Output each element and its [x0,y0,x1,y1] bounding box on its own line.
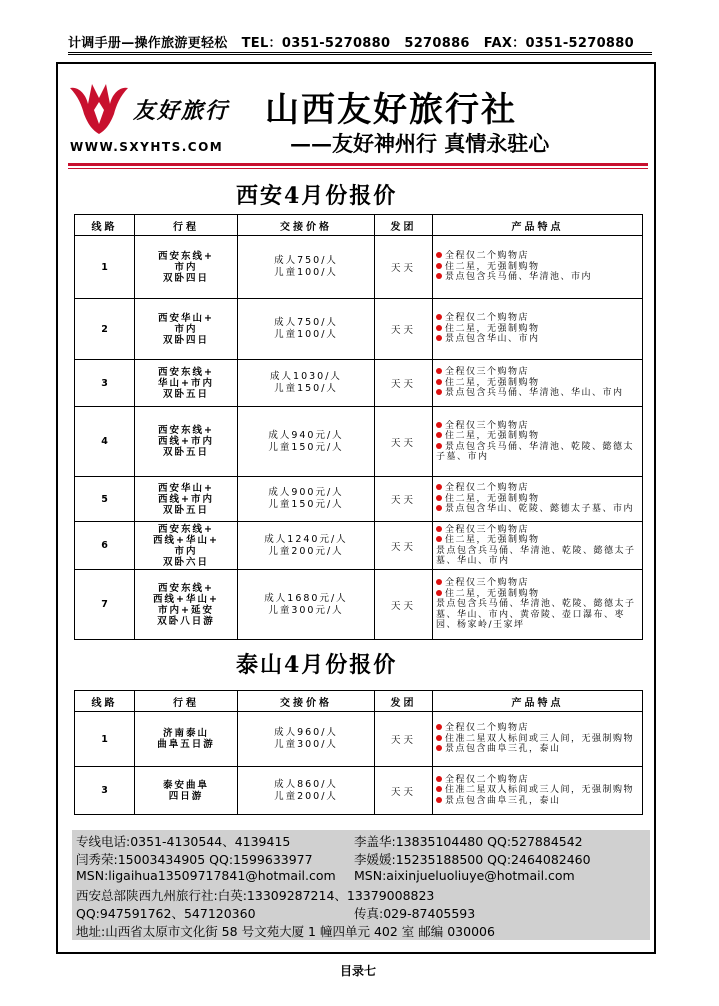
route-features [433,712,643,767]
feature-item [436,313,639,324]
feature-text: 景点包含曲阜三孔，泰山 [445,795,561,806]
col-header-price: 交接价格 [238,215,375,236]
departure-schedule: 天天 [375,712,433,767]
departure-schedule: 天天 [375,299,433,360]
red-bullet-icon [436,745,442,751]
departure-schedule: 天天 [375,360,433,407]
route-price [238,767,375,815]
feature-item [436,494,639,505]
route-features [433,360,643,407]
child-price: 儿童300/人 [274,739,338,750]
adult-price: 成人860/人 [274,778,338,790]
route-itinerary: 泰安曲阜 四日游 [135,767,238,815]
child-price: 儿童150/人 [274,383,338,394]
departure-schedule: 天天 [375,407,433,477]
red-bullet-icon [436,495,442,501]
logo-text: 友好旅行 [133,98,230,124]
route-number: 6 [75,522,135,570]
adult-price: 成人1030/人 [270,371,342,382]
red-bullet-icon [436,314,442,320]
col-header-route-no: 线路 [75,691,135,712]
contact-person-li-yuanyuan: 李媛媛:15235188500 QQ:2464082460 [354,852,591,867]
feature-text: 住二星，无强制购物 [445,377,540,388]
feature-text: 住准二星双人标间或三人间，无强制购物 [445,785,635,796]
col-header-departure: 发团 [375,215,433,236]
table-header-row [75,215,643,236]
route-price [238,712,375,767]
route-number: 3 [75,767,135,815]
route-features [433,407,643,477]
feature-item [436,272,639,283]
feature-text: 景点包含曲阜三孔，泰山 [445,744,561,755]
route-itinerary: 西安东线+ 西线+华山+ 市内 双卧六日 [135,522,238,570]
contact-fax: 传真:029-87405593 [354,906,476,921]
adult-price: 成人750/人 [274,317,338,328]
table-row [75,407,643,477]
col-header-price: 交接价格 [238,691,375,712]
red-bullet-icon [436,443,442,449]
red-bullet-icon [436,590,442,596]
feature-item [436,775,639,786]
adult-price: 成人1680元/人 [264,592,348,604]
contact-hotline: 专线电话:0351-4130544、4139415 [76,834,291,849]
red-bullet-icon [436,526,442,532]
feature-item [436,525,639,536]
header-slogan: 计调手册—操作旅游更轻松 [68,36,228,51]
route-price [238,407,375,477]
route-number: 5 [75,477,135,522]
col-header-features: 产品特点 [433,691,643,712]
xian-section-title: 西安4月份报价 [236,183,398,209]
feature-item [436,378,639,389]
contact-msn-1: MSN:ligaihua13509717841@hotmail.com [76,868,336,883]
top-header-bar [68,32,652,55]
route-features [433,522,643,570]
header-tel2: 5270886 [404,36,470,51]
adult-price: 成人940元/人 [268,429,344,441]
feature-item [436,723,639,734]
feature-item [436,442,639,463]
table-row [75,299,643,360]
adult-price: 成人1240元/人 [264,533,348,545]
departure-schedule: 天天 [375,477,433,522]
feature-text: 景点包含兵马俑、华清池、华山、市内 [445,388,624,399]
table-row [75,360,643,407]
feature-item [436,388,639,399]
feature-text: 住二星，无强制购物 [445,431,540,441]
feature-text: 景点包含兵马俑、华清池、乾陵、懿德太子墓、市内 [436,441,635,462]
feature-item [436,262,639,273]
feature-text: 景点包含兵马俑、华清池、乾陵、懿德太子墓、华山、市内、黄帝陵、壶口瀑布、枣园、杨家岭/王家坪 [436,599,636,631]
feature-item [436,578,639,589]
route-number: 2 [75,299,135,360]
red-bullet-icon [436,379,442,385]
child-price: 儿童150元/人 [268,441,344,453]
feature-item [436,535,639,546]
route-itinerary: 西安东线+ 西线+市内 双卧五日 [135,407,238,477]
red-bullet-icon [436,252,442,258]
feature-item [436,504,639,515]
feature-item [436,599,639,631]
table-row [75,767,643,815]
table-row [75,236,643,299]
feature-text: 景点包含兵马俑、华清池、乾陵、懿德太子墓、华山、市内 [436,545,636,566]
feature-item [436,734,639,745]
red-bullet-icon [436,325,442,331]
feature-text: 全程仅二个购物店 [445,251,530,262]
departure-schedule: 天天 [375,522,433,570]
feature-item [436,431,639,442]
feature-text: 全程仅三个购物店 [445,524,530,535]
feature-text: 全程仅二个购物店 [445,483,530,494]
departure-schedule: 天天 [375,236,433,299]
red-bullet-icon [436,505,442,511]
company-name: 山西友好旅行社 [265,90,517,130]
red-bullet-icon [436,536,442,542]
table-row [75,522,643,570]
red-bullet-icon [436,735,442,741]
feature-text: 住准二星双人标间或三人间，无强制购物 [445,733,635,744]
feature-item [436,324,639,335]
header-tel1: 0351-5270880 [281,36,391,51]
contact-person-li-gaihua: 李盖华:13835104480 QQ:527884542 [354,834,583,849]
feature-item [436,589,639,600]
header-fax: 0351-5270880 [525,36,634,51]
feature-item [436,421,639,432]
feature-text: 景点包含华山、市内 [445,334,540,345]
red-bullet-icon [436,484,442,490]
contact-info-box [72,830,650,940]
child-price: 儿童100/人 [274,267,338,278]
departure-schedule: 天天 [375,570,433,640]
feature-text: 全程仅三个购物店 [445,367,530,378]
feature-item [436,744,639,755]
feature-text: 住二星，无强制购物 [445,588,540,599]
feature-text: 全程仅三个购物店 [445,420,530,431]
red-bullet-icon [436,335,442,341]
route-itinerary: 西安华山+ 市内 双卧四日 [135,299,238,360]
col-header-features: 产品特点 [433,215,643,236]
route-itinerary: 西安华山+ 西线+市内 双卧五日 [135,477,238,522]
child-price: 儿童200/人 [274,790,338,802]
header-tel-label: TEL： [241,36,282,51]
feature-text: 全程仅三个购物店 [445,578,530,589]
col-header-departure: 发团 [375,691,433,712]
col-header-route-no: 线路 [75,215,135,236]
adult-price: 成人900元/人 [268,487,344,498]
feature-item [436,546,639,567]
red-bullet-icon [436,422,442,428]
table-row [75,712,643,767]
feature-item [436,785,639,796]
taishan-price-table [74,690,643,815]
adult-price: 成人750/人 [274,255,338,266]
feature-text: 景点包含华山、乾陵、懿德太子墓、市内 [445,504,635,515]
red-bullet-icon [436,389,442,395]
route-features [433,299,643,360]
route-itinerary: 西安东线+ 市内 双卧四日 [135,236,238,299]
red-bullet-icon [436,724,442,730]
feature-text: 全程仅二个购物店 [445,723,530,734]
route-number: 7 [75,570,135,640]
route-price [238,236,375,299]
route-price [238,522,375,570]
child-price: 儿童300元/人 [268,604,344,616]
feature-item [436,251,639,262]
red-bullet-icon [436,786,442,792]
header-fax-label: FAX： [483,36,526,51]
route-price [238,570,375,640]
red-bullet-icon [436,273,442,279]
red-bullet-icon [436,579,442,585]
feature-text: 住二星，无强制购物 [445,323,540,334]
table-row [75,570,643,640]
red-bullet-icon [436,797,442,803]
route-itinerary: 济南泰山 曲阜五日游 [135,712,238,767]
col-header-itinerary: 行程 [135,215,238,236]
red-bullet-icon [436,432,442,438]
feature-text: 全程仅二个购物店 [445,313,530,324]
departure-schedule: 天天 [375,767,433,815]
taishan-section-title: 泰山4月份报价 [236,652,398,678]
route-itinerary: 西安东线+ 西线+华山+ 市内+延安 双卧八日游 [135,570,238,640]
route-number: 3 [75,360,135,407]
table-header-row [75,691,643,712]
route-number: 1 [75,236,135,299]
feature-item [436,483,639,494]
contact-address: 地址:山西省太原市文化街 58 号文苑大厦 1 幢四单元 402 室 邮编 030006 [76,924,495,939]
child-price: 儿童100/人 [274,329,338,340]
route-price [238,360,375,407]
company-logo-icon [68,80,130,136]
child-price: 儿童200元/人 [268,545,344,557]
route-features [433,477,643,522]
contact-msn-2: MSN:aixinjueluoliuye@hotmail.com [354,868,575,883]
route-number: 1 [75,712,135,767]
red-bullet-icon [436,368,442,374]
logo-url: WWW.SXYHTS.COM [70,140,224,154]
route-number: 4 [75,407,135,477]
feature-text: 景点包含兵马俑、华清池、市内 [445,272,593,283]
route-price [238,299,375,360]
feature-item [436,367,639,378]
route-features [433,570,643,640]
contact-person-yan-xiurong: 闫秀荣:15003434905 QQ:1599633977 [76,852,313,867]
xian-price-table [74,214,643,640]
red-bullet-icon [436,263,442,269]
feature-text: 全程仅二个购物店 [445,774,530,785]
feature-item [436,334,639,345]
route-itinerary: 西安东线+ 华山+市内 双卧五日 [135,360,238,407]
route-features [433,767,643,815]
child-price: 儿童150元/人 [268,499,344,510]
divider-red [68,163,648,166]
divider-red-thin [68,168,648,169]
feature-item [436,796,639,807]
contact-xian-office: 西安总部陕西九州旅行社:白英:13309287214、13379008823 [76,888,435,903]
contact-qq: QQ:947591762、547120360 [76,906,256,921]
table-row [75,477,643,522]
feature-text: 住二星，无强制购物 [445,535,540,545]
route-price [238,477,375,522]
red-bullet-icon [436,776,442,782]
page-number: 目录七 [340,964,377,978]
feature-text: 住二星，无强制购物 [445,493,540,504]
adult-price: 成人960/人 [274,727,338,738]
col-header-itinerary: 行程 [135,691,238,712]
route-features [433,236,643,299]
company-tagline: ——友好神州行 真情永驻心 [290,131,550,156]
feature-text: 住二星，无强制购物 [445,261,540,272]
